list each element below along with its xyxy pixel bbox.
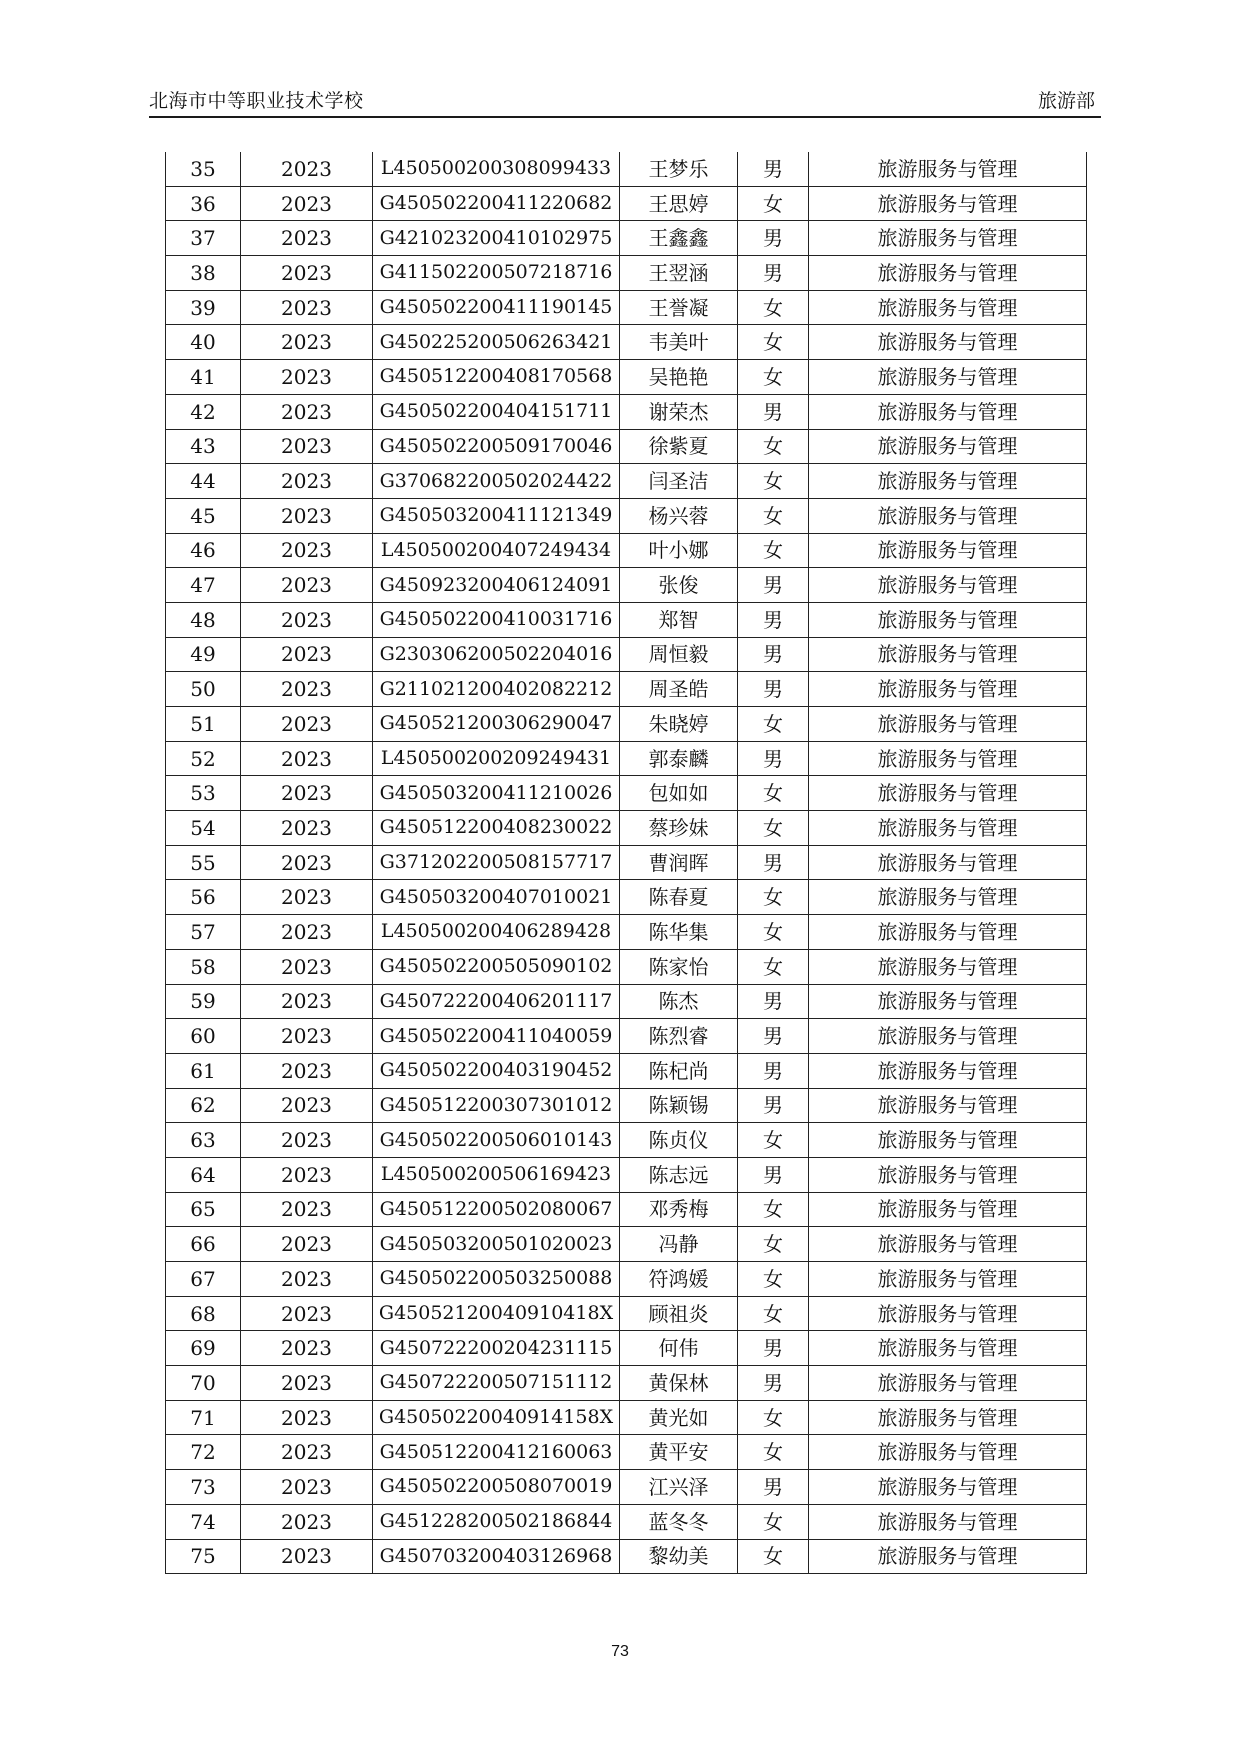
student-name-cell: 杨兴蓉 bbox=[620, 498, 738, 533]
enrollment-year-cell: 2023 bbox=[241, 1470, 373, 1505]
student-id-cell: G230306200502204016 bbox=[373, 637, 620, 672]
gender-cell: 女 bbox=[738, 1262, 809, 1297]
table-row bbox=[166, 949, 1087, 984]
enrollment-year-cell: 2023 bbox=[241, 1157, 373, 1192]
gender-cell: 男 bbox=[738, 152, 809, 186]
table-row bbox=[166, 915, 1087, 950]
gender-cell: 男 bbox=[738, 221, 809, 256]
major-cell: 旅游服务与管理 bbox=[809, 1192, 1087, 1227]
major-cell: 旅游服务与管理 bbox=[809, 1053, 1087, 1088]
enrollment-year-cell: 2023 bbox=[241, 1296, 373, 1331]
row-number-cell: 43 bbox=[166, 429, 241, 464]
student-id-cell: G450503200411121349 bbox=[373, 498, 620, 533]
enrollment-year-cell: 2023 bbox=[241, 1366, 373, 1401]
page-header bbox=[149, 86, 1101, 118]
gender-cell: 男 bbox=[738, 1470, 809, 1505]
gender-cell: 男 bbox=[738, 672, 809, 707]
row-number-cell: 66 bbox=[166, 1227, 241, 1262]
row-number-cell: 47 bbox=[166, 568, 241, 603]
student-name-cell: 张俊 bbox=[620, 568, 738, 603]
enrollment-year-cell: 2023 bbox=[241, 949, 373, 984]
row-number-cell: 68 bbox=[166, 1296, 241, 1331]
table-row bbox=[166, 1192, 1087, 1227]
gender-cell: 男 bbox=[738, 602, 809, 637]
gender-cell: 女 bbox=[738, 1435, 809, 1470]
enrollment-year-cell: 2023 bbox=[241, 915, 373, 950]
major-cell: 旅游服务与管理 bbox=[809, 707, 1087, 742]
table-row bbox=[166, 1019, 1087, 1054]
gender-cell: 男 bbox=[738, 984, 809, 1019]
major-cell: 旅游服务与管理 bbox=[809, 915, 1087, 950]
student-name-cell: 周恒毅 bbox=[620, 637, 738, 672]
student-id-cell: G450722200507151112 bbox=[373, 1366, 620, 1401]
row-number-cell: 65 bbox=[166, 1192, 241, 1227]
student-id-cell: G450502200410031716 bbox=[373, 602, 620, 637]
student-id-cell: G450502200505090102 bbox=[373, 949, 620, 984]
table-row bbox=[166, 1435, 1087, 1470]
enrollment-year-cell: 2023 bbox=[241, 152, 373, 186]
major-cell: 旅游服务与管理 bbox=[809, 568, 1087, 603]
table-row bbox=[166, 1123, 1087, 1158]
table-row bbox=[166, 394, 1087, 429]
row-number-cell: 73 bbox=[166, 1470, 241, 1505]
major-cell: 旅游服务与管理 bbox=[809, 186, 1087, 221]
student-name-cell: 黄保林 bbox=[620, 1366, 738, 1401]
gender-cell: 男 bbox=[738, 1088, 809, 1123]
student-name-cell: 郭泰麟 bbox=[620, 741, 738, 776]
student-id-cell: G450512200307301012 bbox=[373, 1088, 620, 1123]
major-cell: 旅游服务与管理 bbox=[809, 1366, 1087, 1401]
gender-cell: 男 bbox=[738, 1019, 809, 1054]
table-row bbox=[166, 880, 1087, 915]
student-name-cell: 黄平安 bbox=[620, 1435, 738, 1470]
enrollment-year-cell: 2023 bbox=[241, 464, 373, 499]
table-row bbox=[166, 637, 1087, 672]
row-number-cell: 40 bbox=[166, 325, 241, 360]
student-name-cell: 陈家怡 bbox=[620, 949, 738, 984]
gender-cell: 女 bbox=[738, 880, 809, 915]
table-row bbox=[166, 221, 1087, 256]
table-row bbox=[166, 1157, 1087, 1192]
student-id-cell: L450500200209249431 bbox=[373, 741, 620, 776]
gender-cell: 女 bbox=[738, 360, 809, 395]
enrollment-year-cell: 2023 bbox=[241, 984, 373, 1019]
enrollment-year-cell: 2023 bbox=[241, 498, 373, 533]
enrollment-year-cell: 2023 bbox=[241, 811, 373, 846]
gender-cell: 女 bbox=[738, 1192, 809, 1227]
row-number-cell: 51 bbox=[166, 707, 241, 742]
major-cell: 旅游服务与管理 bbox=[809, 984, 1087, 1019]
table-row bbox=[166, 811, 1087, 846]
row-number-cell: 50 bbox=[166, 672, 241, 707]
student-name-cell: 顾祖炎 bbox=[620, 1296, 738, 1331]
student-name-cell: 陈春夏 bbox=[620, 880, 738, 915]
student-id-cell: L450500200406289428 bbox=[373, 915, 620, 950]
gender-cell: 男 bbox=[738, 1331, 809, 1366]
student-name-cell: 曹润晖 bbox=[620, 845, 738, 880]
student-name-cell: 陈贞仪 bbox=[620, 1123, 738, 1158]
major-cell: 旅游服务与管理 bbox=[809, 1019, 1087, 1054]
enrollment-year-cell: 2023 bbox=[241, 1435, 373, 1470]
table-row bbox=[166, 741, 1087, 776]
student-name-cell: 陈烈睿 bbox=[620, 1019, 738, 1054]
enrollment-year-cell: 2023 bbox=[241, 221, 373, 256]
table-row bbox=[166, 707, 1087, 742]
major-cell: 旅游服务与管理 bbox=[809, 949, 1087, 984]
gender-cell: 男 bbox=[738, 1157, 809, 1192]
student-id-cell: G451228200502186844 bbox=[373, 1504, 620, 1539]
student-name-cell: 叶小娜 bbox=[620, 533, 738, 568]
student-id-cell: G450512200408170568 bbox=[373, 360, 620, 395]
gender-cell: 女 bbox=[738, 429, 809, 464]
row-number-cell: 46 bbox=[166, 533, 241, 568]
table-row bbox=[166, 1262, 1087, 1297]
enrollment-year-cell: 2023 bbox=[241, 776, 373, 811]
department-name: 旅游部 bbox=[1037, 90, 1095, 112]
gender-cell: 女 bbox=[738, 1539, 809, 1574]
enrollment-year-cell: 2023 bbox=[241, 1088, 373, 1123]
row-number-cell: 52 bbox=[166, 741, 241, 776]
major-cell: 旅游服务与管理 bbox=[809, 464, 1087, 499]
row-number-cell: 37 bbox=[166, 221, 241, 256]
student-id-cell: G450521200306290047 bbox=[373, 707, 620, 742]
row-number-cell: 35 bbox=[166, 152, 241, 186]
enrollment-year-cell: 2023 bbox=[241, 602, 373, 637]
gender-cell: 男 bbox=[738, 637, 809, 672]
table-row bbox=[166, 1331, 1087, 1366]
student-name-cell: 陈华集 bbox=[620, 915, 738, 950]
table-row bbox=[166, 568, 1087, 603]
row-number-cell: 60 bbox=[166, 1019, 241, 1054]
student-id-cell: G45052120040910418X bbox=[373, 1296, 620, 1331]
enrollment-year-cell: 2023 bbox=[241, 1331, 373, 1366]
major-cell: 旅游服务与管理 bbox=[809, 152, 1087, 186]
enrollment-year-cell: 2023 bbox=[241, 325, 373, 360]
major-cell: 旅游服务与管理 bbox=[809, 360, 1087, 395]
major-cell: 旅游服务与管理 bbox=[809, 776, 1087, 811]
enrollment-year-cell: 2023 bbox=[241, 1400, 373, 1435]
student-name-cell: 韦美叶 bbox=[620, 325, 738, 360]
major-cell: 旅游服务与管理 bbox=[809, 880, 1087, 915]
student-id-cell: G371202200508157717 bbox=[373, 845, 620, 880]
table-row bbox=[166, 672, 1087, 707]
row-number-cell: 64 bbox=[166, 1157, 241, 1192]
gender-cell: 女 bbox=[738, 811, 809, 846]
student-id-cell: G450502200508070019 bbox=[373, 1470, 620, 1505]
student-name-cell: 黎幼美 bbox=[620, 1539, 738, 1574]
student-id-cell: G450225200506263421 bbox=[373, 325, 620, 360]
major-cell: 旅游服务与管理 bbox=[809, 1227, 1087, 1262]
student-id-cell: L450500200308099433 bbox=[373, 152, 620, 186]
major-cell: 旅游服务与管理 bbox=[809, 1157, 1087, 1192]
student-id-cell: G421023200410102975 bbox=[373, 221, 620, 256]
major-cell: 旅游服务与管理 bbox=[809, 1331, 1087, 1366]
table-row bbox=[166, 1296, 1087, 1331]
student-id-cell: L450500200506169423 bbox=[373, 1157, 620, 1192]
student-name-cell: 邓秀梅 bbox=[620, 1192, 738, 1227]
student-id-cell: G450502200506010143 bbox=[373, 1123, 620, 1158]
page-number: 73 bbox=[611, 1643, 629, 1660]
row-number-cell: 56 bbox=[166, 880, 241, 915]
table-row bbox=[166, 186, 1087, 221]
row-number-cell: 74 bbox=[166, 1504, 241, 1539]
student-id-cell: G450502200411190145 bbox=[373, 290, 620, 325]
gender-cell: 女 bbox=[738, 325, 809, 360]
student-name-cell: 王梦乐 bbox=[620, 152, 738, 186]
enrollment-year-cell: 2023 bbox=[241, 1053, 373, 1088]
major-cell: 旅游服务与管理 bbox=[809, 498, 1087, 533]
enrollment-year-cell: 2023 bbox=[241, 360, 373, 395]
enrollment-year-cell: 2023 bbox=[241, 568, 373, 603]
row-number-cell: 49 bbox=[166, 637, 241, 672]
student-name-cell: 冯静 bbox=[620, 1227, 738, 1262]
student-name-cell: 王鑫鑫 bbox=[620, 221, 738, 256]
table-row bbox=[166, 533, 1087, 568]
student-name-cell: 周圣皓 bbox=[620, 672, 738, 707]
table-row bbox=[166, 1539, 1087, 1574]
student-id-cell: G211021200402082212 bbox=[373, 672, 620, 707]
student-id-cell: G450502200503250088 bbox=[373, 1262, 620, 1297]
gender-cell: 女 bbox=[738, 1296, 809, 1331]
student-id-cell: G450502200411220682 bbox=[373, 186, 620, 221]
row-number-cell: 63 bbox=[166, 1123, 241, 1158]
student-id-cell: G450503200407010021 bbox=[373, 880, 620, 915]
table-row bbox=[166, 1400, 1087, 1435]
gender-cell: 男 bbox=[738, 256, 809, 291]
student-name-cell: 蔡珍妹 bbox=[620, 811, 738, 846]
student-name-cell: 符鸿媛 bbox=[620, 1262, 738, 1297]
gender-cell: 男 bbox=[738, 741, 809, 776]
major-cell: 旅游服务与管理 bbox=[809, 325, 1087, 360]
student-id-cell: G45050220040914158X bbox=[373, 1400, 620, 1435]
student-name-cell: 蓝冬冬 bbox=[620, 1504, 738, 1539]
gender-cell: 男 bbox=[738, 1053, 809, 1088]
student-name-cell: 陈志远 bbox=[620, 1157, 738, 1192]
major-cell: 旅游服务与管理 bbox=[809, 1435, 1087, 1470]
student-name-cell: 王思婷 bbox=[620, 186, 738, 221]
table-row bbox=[166, 325, 1087, 360]
enrollment-year-cell: 2023 bbox=[241, 429, 373, 464]
row-number-cell: 44 bbox=[166, 464, 241, 499]
major-cell: 旅游服务与管理 bbox=[809, 845, 1087, 880]
row-number-cell: 70 bbox=[166, 1366, 241, 1401]
gender-cell: 女 bbox=[738, 533, 809, 568]
gender-cell: 女 bbox=[738, 1400, 809, 1435]
gender-cell: 女 bbox=[738, 1504, 809, 1539]
student-id-cell: G450512200408230022 bbox=[373, 811, 620, 846]
gender-cell: 女 bbox=[738, 707, 809, 742]
enrollment-year-cell: 2023 bbox=[241, 533, 373, 568]
gender-cell: 女 bbox=[738, 498, 809, 533]
major-cell: 旅游服务与管理 bbox=[809, 221, 1087, 256]
table-row bbox=[166, 1366, 1087, 1401]
student-name-cell: 郑智 bbox=[620, 602, 738, 637]
major-cell: 旅游服务与管理 bbox=[809, 741, 1087, 776]
gender-cell: 男 bbox=[738, 1366, 809, 1401]
gender-cell: 女 bbox=[738, 949, 809, 984]
row-number-cell: 75 bbox=[166, 1539, 241, 1574]
table-row bbox=[166, 1227, 1087, 1262]
row-number-cell: 41 bbox=[166, 360, 241, 395]
row-number-cell: 42 bbox=[166, 394, 241, 429]
gender-cell: 男 bbox=[738, 568, 809, 603]
enrollment-year-cell: 2023 bbox=[241, 1262, 373, 1297]
student-id-cell: G450512200502080067 bbox=[373, 1192, 620, 1227]
row-number-cell: 67 bbox=[166, 1262, 241, 1297]
table-row bbox=[166, 1088, 1087, 1123]
row-number-cell: 53 bbox=[166, 776, 241, 811]
row-number-cell: 72 bbox=[166, 1435, 241, 1470]
student-id-cell: G411502200507218716 bbox=[373, 256, 620, 291]
student-name-cell: 徐紫夏 bbox=[620, 429, 738, 464]
enrollment-year-cell: 2023 bbox=[241, 707, 373, 742]
table-row bbox=[166, 845, 1087, 880]
gender-cell: 女 bbox=[738, 776, 809, 811]
row-number-cell: 48 bbox=[166, 602, 241, 637]
student-roster-table bbox=[165, 152, 1087, 1574]
major-cell: 旅游服务与管理 bbox=[809, 1262, 1087, 1297]
enrollment-year-cell: 2023 bbox=[241, 256, 373, 291]
enrollment-year-cell: 2023 bbox=[241, 741, 373, 776]
student-id-cell: L450500200407249434 bbox=[373, 533, 620, 568]
row-number-cell: 38 bbox=[166, 256, 241, 291]
table-row bbox=[166, 984, 1087, 1019]
student-id-cell: G450503200411210026 bbox=[373, 776, 620, 811]
major-cell: 旅游服务与管理 bbox=[809, 1504, 1087, 1539]
row-number-cell: 45 bbox=[166, 498, 241, 533]
roster-body bbox=[166, 152, 1087, 1574]
enrollment-year-cell: 2023 bbox=[241, 1539, 373, 1574]
student-id-cell: G450722200406201117 bbox=[373, 984, 620, 1019]
student-id-cell: G450703200403126968 bbox=[373, 1539, 620, 1574]
enrollment-year-cell: 2023 bbox=[241, 1504, 373, 1539]
row-number-cell: 71 bbox=[166, 1400, 241, 1435]
row-number-cell: 62 bbox=[166, 1088, 241, 1123]
row-number-cell: 36 bbox=[166, 186, 241, 221]
student-name-cell: 王誉凝 bbox=[620, 290, 738, 325]
gender-cell: 女 bbox=[738, 1227, 809, 1262]
enrollment-year-cell: 2023 bbox=[241, 845, 373, 880]
major-cell: 旅游服务与管理 bbox=[809, 1123, 1087, 1158]
enrollment-year-cell: 2023 bbox=[241, 1192, 373, 1227]
enrollment-year-cell: 2023 bbox=[241, 186, 373, 221]
student-name-cell: 闫圣洁 bbox=[620, 464, 738, 499]
major-cell: 旅游服务与管理 bbox=[809, 637, 1087, 672]
table-row bbox=[166, 290, 1087, 325]
major-cell: 旅游服务与管理 bbox=[809, 394, 1087, 429]
major-cell: 旅游服务与管理 bbox=[809, 811, 1087, 846]
gender-cell: 女 bbox=[738, 186, 809, 221]
student-id-cell: G450503200501020023 bbox=[373, 1227, 620, 1262]
table-row bbox=[166, 429, 1087, 464]
student-id-cell: G450502200509170046 bbox=[373, 429, 620, 464]
school-name: 北海市中等职业技术学校 bbox=[149, 90, 364, 112]
student-name-cell: 吴艳艳 bbox=[620, 360, 738, 395]
major-cell: 旅游服务与管理 bbox=[809, 1400, 1087, 1435]
table-row bbox=[166, 464, 1087, 499]
student-name-cell: 谢荣杰 bbox=[620, 394, 738, 429]
student-name-cell: 陈颖锡 bbox=[620, 1088, 738, 1123]
row-number-cell: 59 bbox=[166, 984, 241, 1019]
gender-cell: 女 bbox=[738, 290, 809, 325]
table-row bbox=[166, 1053, 1087, 1088]
major-cell: 旅游服务与管理 bbox=[809, 1470, 1087, 1505]
gender-cell: 女 bbox=[738, 915, 809, 950]
student-name-cell: 朱晓婷 bbox=[620, 707, 738, 742]
major-cell: 旅游服务与管理 bbox=[809, 672, 1087, 707]
row-number-cell: 57 bbox=[166, 915, 241, 950]
row-number-cell: 58 bbox=[166, 949, 241, 984]
major-cell: 旅游服务与管理 bbox=[809, 1296, 1087, 1331]
table-row bbox=[166, 776, 1087, 811]
student-name-cell: 江兴泽 bbox=[620, 1470, 738, 1505]
major-cell: 旅游服务与管理 bbox=[809, 256, 1087, 291]
student-name-cell: 王翌涵 bbox=[620, 256, 738, 291]
table-row bbox=[166, 498, 1087, 533]
student-name-cell: 陈杞尚 bbox=[620, 1053, 738, 1088]
gender-cell: 男 bbox=[738, 845, 809, 880]
gender-cell: 女 bbox=[738, 464, 809, 499]
student-id-cell: G450923200406124091 bbox=[373, 568, 620, 603]
table-row bbox=[166, 1504, 1087, 1539]
gender-cell: 女 bbox=[738, 1123, 809, 1158]
table-row bbox=[166, 1470, 1087, 1505]
row-number-cell: 69 bbox=[166, 1331, 241, 1366]
enrollment-year-cell: 2023 bbox=[241, 880, 373, 915]
row-number-cell: 39 bbox=[166, 290, 241, 325]
table-row bbox=[166, 602, 1087, 637]
student-name-cell: 包如如 bbox=[620, 776, 738, 811]
enrollment-year-cell: 2023 bbox=[241, 1123, 373, 1158]
student-name-cell: 何伟 bbox=[620, 1331, 738, 1366]
enrollment-year-cell: 2023 bbox=[241, 290, 373, 325]
major-cell: 旅游服务与管理 bbox=[809, 602, 1087, 637]
major-cell: 旅游服务与管理 bbox=[809, 533, 1087, 568]
enrollment-year-cell: 2023 bbox=[241, 672, 373, 707]
table-row bbox=[166, 152, 1087, 186]
major-cell: 旅游服务与管理 bbox=[809, 1088, 1087, 1123]
student-name-cell: 陈杰 bbox=[620, 984, 738, 1019]
student-id-cell: G450512200412160063 bbox=[373, 1435, 620, 1470]
major-cell: 旅游服务与管理 bbox=[809, 1539, 1087, 1574]
major-cell: 旅游服务与管理 bbox=[809, 290, 1087, 325]
major-cell: 旅游服务与管理 bbox=[809, 429, 1087, 464]
enrollment-year-cell: 2023 bbox=[241, 1227, 373, 1262]
enrollment-year-cell: 2023 bbox=[241, 394, 373, 429]
student-id-cell: G450502200404151711 bbox=[373, 394, 620, 429]
row-number-cell: 55 bbox=[166, 845, 241, 880]
student-name-cell: 黄光如 bbox=[620, 1400, 738, 1435]
student-id-cell: G370682200502024422 bbox=[373, 464, 620, 499]
row-number-cell: 61 bbox=[166, 1053, 241, 1088]
table-row bbox=[166, 360, 1087, 395]
row-number-cell: 54 bbox=[166, 811, 241, 846]
student-id-cell: G450502200403190452 bbox=[373, 1053, 620, 1088]
enrollment-year-cell: 2023 bbox=[241, 637, 373, 672]
enrollment-year-cell: 2023 bbox=[241, 1019, 373, 1054]
student-id-cell: G450502200411040059 bbox=[373, 1019, 620, 1054]
table-row bbox=[166, 256, 1087, 291]
student-id-cell: G450722200204231115 bbox=[373, 1331, 620, 1366]
gender-cell: 男 bbox=[738, 394, 809, 429]
